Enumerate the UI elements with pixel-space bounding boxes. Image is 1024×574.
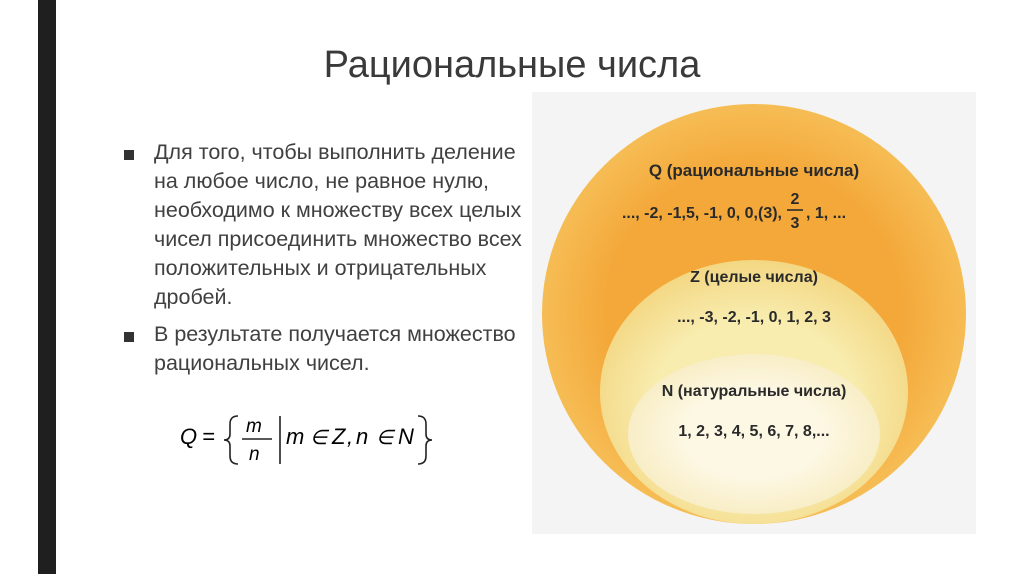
slide-title: Рациональные числа <box>323 44 701 86</box>
rational-set-formula <box>180 408 480 468</box>
set-q-fraction-num: 2 <box>790 191 800 208</box>
set-q-fraction-den: 3 <box>790 215 800 232</box>
element-of-icon: ∈ <box>310 427 328 449</box>
set-q-values-right: , 1, ... <box>806 205 847 222</box>
number-sets-diagram <box>532 92 976 534</box>
formula-cond-var-1: m <box>286 424 305 449</box>
set-n-label: N (натуральные числа) <box>661 383 847 400</box>
right-brace-icon <box>418 416 432 464</box>
bullet-marker-icon <box>124 332 134 342</box>
left-brace-icon <box>224 416 238 464</box>
formula-cond-var-2: n <box>356 424 369 449</box>
bullet-text: В результате получается множество рациональных чисел. <box>154 322 516 375</box>
set-z-values: ..., -3, -2, -1, 0, 1, 2, 3 <box>677 309 831 326</box>
bullet-item <box>122 320 532 378</box>
bullet-item <box>122 138 532 312</box>
formula-numerator: m <box>246 416 262 437</box>
formula-equals: = <box>202 424 215 449</box>
set-n-values: 1, 2, 3, 4, 5, 6, 7, 8,... <box>678 423 830 440</box>
formula-set-2: N <box>398 424 414 449</box>
euler-diagram <box>532 92 976 534</box>
set-q-values-left: ..., -2, -1,5, -1, 0, 0,(3), <box>621 205 782 222</box>
set-z-label: Z (целые числа) <box>690 269 818 286</box>
formula-lhs: Q <box>180 424 198 449</box>
formula-set-1: Z <box>332 424 346 449</box>
bullet-list <box>122 138 532 386</box>
formula-denominator: n <box>249 444 260 465</box>
formula-comma: , <box>347 424 354 449</box>
bullet-marker-icon <box>124 150 134 160</box>
set-q-label: Q (рациональные числа) <box>648 161 860 180</box>
element-of-icon: ∈ <box>376 427 394 449</box>
bullet-text: Для того, чтобы выполнить деление на любое число, не равное нулю, необходимо к множеству всех целых чисел присоединить множество всех положительных и отрицательных дробей. <box>154 140 522 309</box>
